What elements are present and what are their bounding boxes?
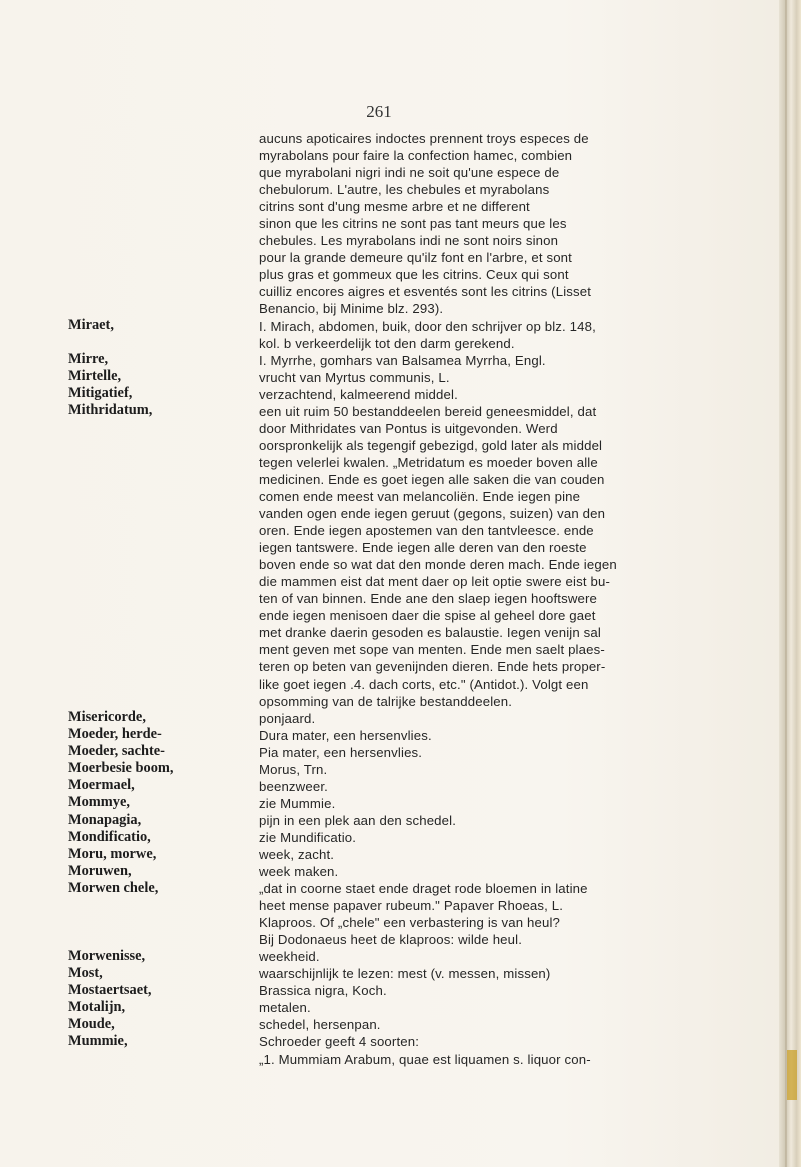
text-line: oren. Ende iegen apostemen van den tantvleesce. ende <box>259 523 594 539</box>
text-line: ponjaard. <box>259 710 316 726</box>
text-line: verzachtend, kalmeerend middel. <box>259 386 458 402</box>
text-line: Schroeder geeft 4 soorten: <box>259 1034 420 1050</box>
headword: Mithridatum, <box>68 402 153 419</box>
page-number: 261 <box>366 102 392 121</box>
headword: Moeder, herde- <box>68 726 162 743</box>
text-line: que myrabolani nigri indi ne soit qu'une espece de <box>259 165 560 181</box>
headword: Mirtelle, <box>68 368 122 385</box>
text-line: zie Mummie. <box>259 795 336 811</box>
text-line: kol. b verkeerdelijk tot den darm gerekend. <box>259 335 515 351</box>
text-line: tegen velerlei kwalen. „Metridatum es moeder boven alle <box>259 454 598 470</box>
text-line: Bij Dodonaeus heet de klaproos: wilde heul. <box>259 932 523 948</box>
text-line: „dat in coorne staet ende draget rode bloemen in latine <box>259 881 588 897</box>
headword: Moude, <box>68 1016 115 1033</box>
text-line: Dura mater, een hersenvlies. <box>259 727 432 743</box>
definition-column <box>259 130 759 1068</box>
text-line: Benancio, bij Minime blz. 293). <box>259 301 444 317</box>
text-line: like goet iegen .4. dach corts, etc." (Antidot.). Volgt een <box>259 676 589 692</box>
text-line: citrins sont d'ung mesme arbre et ne different <box>259 199 530 215</box>
headword: Moruwen, <box>68 862 132 879</box>
headword: Morwen chele, <box>68 879 159 896</box>
text-line: heet mense papaver rubeum." Papaver Rhoeas, L. <box>259 898 564 914</box>
headword: Moerbesie boom, <box>68 760 174 777</box>
text-line: die mammen eist dat ment daer op leit optie swere eist bu- <box>259 574 611 590</box>
text-line: I. Mirach, abdomen, buik, door den schrijver op blz. 148, <box>259 318 596 334</box>
text-line: aucuns apoticaires indoctes prennent troys especes de <box>259 131 589 146</box>
text-line: comen ende meest van melancoliën. Ende iegen pine <box>259 488 581 504</box>
text-line: met dranke daerin gesoden es balaustie. Iegen venijn sal <box>259 625 601 641</box>
text-line: week maken. <box>259 864 339 880</box>
text-line: Brassica nigra, Koch. <box>259 983 387 999</box>
headword: Misericorde, <box>68 709 146 726</box>
headword: Mommye, <box>68 794 130 811</box>
headword: Motalijn, <box>68 999 126 1016</box>
headword: Miraet, <box>68 317 114 334</box>
headword: Most, <box>68 964 103 981</box>
text-line: door Mithridates van Pontus is uitgevonden. Werd <box>259 420 558 436</box>
headword: Mostaertsaet, <box>68 982 152 998</box>
text-line: week, zacht. <box>259 846 335 862</box>
headword: Mirre, <box>68 351 109 368</box>
headword: Mondificatio, <box>68 828 151 845</box>
text-line: boven ende so wat dat den monde deren mach. Ende iegen <box>259 557 617 573</box>
text-line: een uit ruim 50 bestanddeelen bereid geneesmiddel, dat <box>259 403 597 419</box>
text-line: vrucht van Myrtus communis, L. <box>259 369 450 385</box>
headword: Moru, morwe, <box>68 845 157 862</box>
text-line: chebulorum. L'autre, les chebules et myrabolans <box>259 182 550 198</box>
text-line: opsomming van de talrijke bestanddeelen. <box>259 693 513 709</box>
text-line: ten of van binnen. Ende ane den slaep iegen hooftswere <box>259 591 598 607</box>
page-edge-mark <box>787 1050 797 1100</box>
text-line: pour la grande demeure qu'ilz font en l'arbre, et sont <box>259 250 572 266</box>
text-line: iegen tantswere. Ende iegen alle deren van den roeste <box>259 540 587 556</box>
text-line: Morus, Trn. <box>259 761 328 777</box>
text-line: beenzweer. <box>259 778 328 794</box>
text-line: teren op beten van gevenijnden dieren. Ende hets proper- <box>259 659 606 675</box>
text-line: zie Mundificatio. <box>259 829 357 845</box>
text-line: myrabolans pour faire la confection hamec, combien <box>259 148 573 164</box>
text-line: „1. Mummiam Arabum, quae est liquamen s. liquor con- <box>259 1051 591 1067</box>
text-line: medicinen. Ende es goet iegen alle saken die van couden <box>259 471 605 487</box>
text-line: Klaproos. Of „chele" een verbastering is van heul? <box>259 915 561 931</box>
text-line: waarschijnlijk te lezen: mest (v. messen, missen) <box>259 966 551 982</box>
headword: Mitigatief, <box>68 385 133 402</box>
text-line: weekheid. <box>259 949 320 965</box>
text-line: oorspronkelijk als tegengif gebezigd, gold later als middel <box>259 437 603 453</box>
text-line: metalen. <box>259 1000 311 1016</box>
text-line: schedel, hersenpan. <box>259 1017 381 1033</box>
headword: Monapagia, <box>68 811 142 828</box>
text-line: sinon que les citrins ne sont pas tant meurs que les <box>259 216 567 232</box>
book-spine <box>779 0 801 1167</box>
text-line: cuilliz encores aigres et esventés sont les citrins (Lisset <box>259 284 592 300</box>
text-line: Pia mater, een hersenvlies. <box>259 744 423 760</box>
text-line: ende iegen menisoen daer die spise al geheel dore gaet <box>259 608 596 624</box>
text-line: chebules. Les myrabolans indi ne sont noirs sinon <box>259 233 559 249</box>
text-line: vanden ogen ende iegen geruut (gegons, suizen) van den <box>259 506 606 522</box>
text-line: I. Myrrhe, gomhars van Balsamea Myrrha, Engl. <box>259 352 546 368</box>
text-line: pijn in een plek aan den schedel. <box>259 812 457 828</box>
text-line: plus gras et gommeux que les citrins. Ceux qui sont <box>259 267 569 283</box>
headword: Morwenisse, <box>68 947 146 964</box>
text-line: ment geven met sope van menten. Ende men saelt plaes- <box>259 642 605 658</box>
headword: Mummie, <box>68 1033 128 1050</box>
headword: Moeder, sachte- <box>68 743 165 760</box>
headword: Moermael, <box>68 777 135 794</box>
